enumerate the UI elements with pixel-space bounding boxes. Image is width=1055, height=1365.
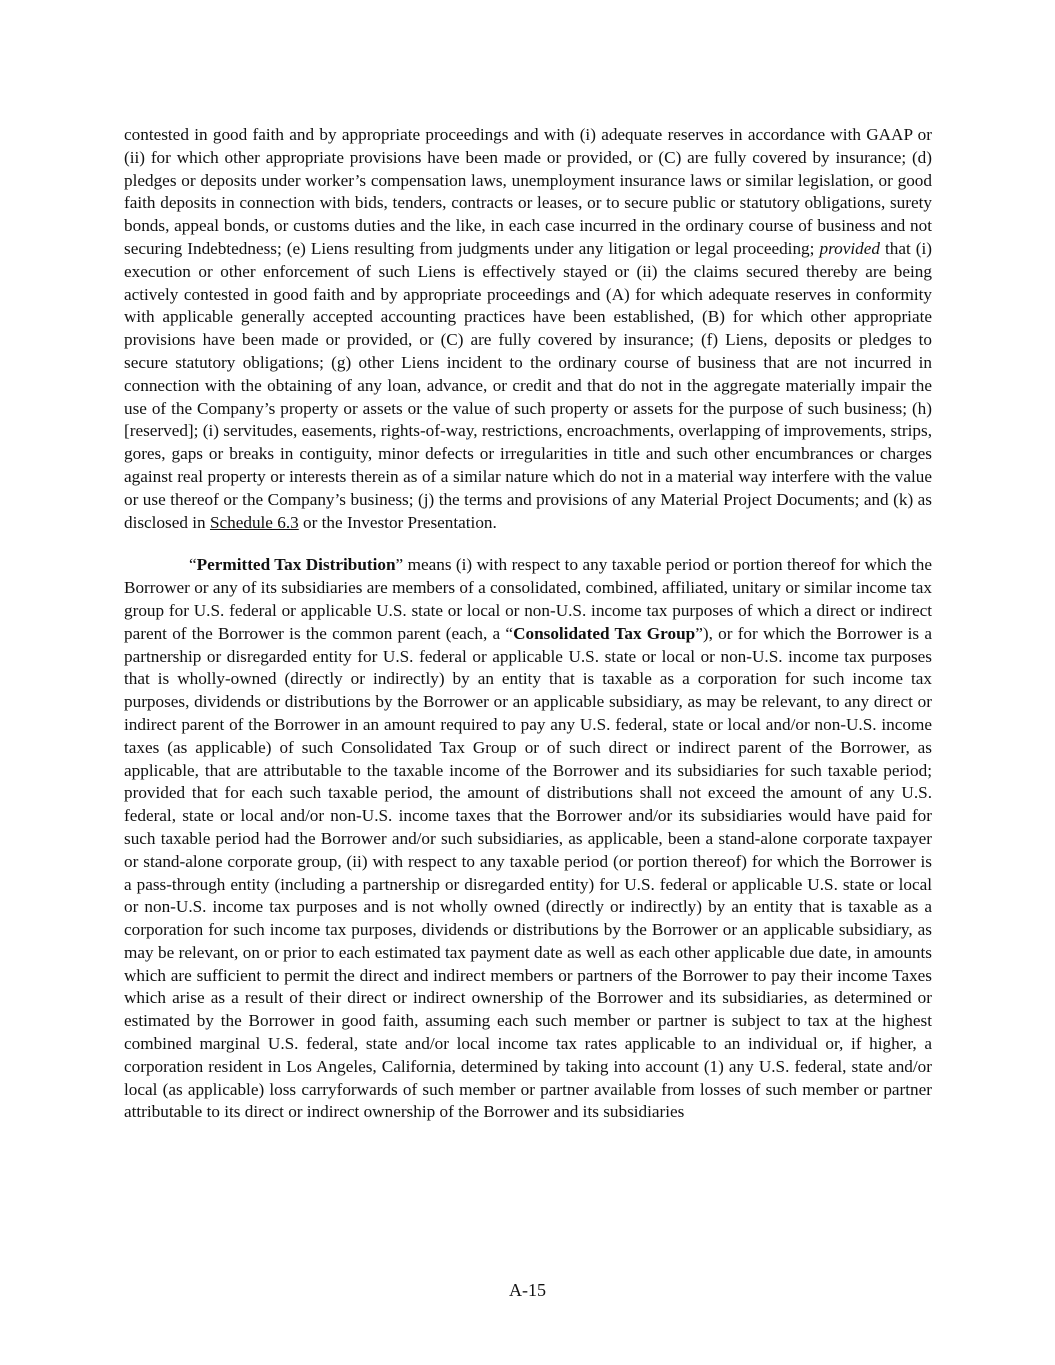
defined-term-consolidated-tax-group: Consolidated Tax Group [513, 623, 696, 643]
provided-italic: provided [819, 238, 880, 258]
paragraph1-text-b: that (i) execution or other enforcement of such Liens is effectively stayed or (ii) the claims secured thereby are being actively contested in good faith and by appropriate proceedings and (A) for which adequate reserves in conformity with applicable generally accepted accounting practices have been established, (B) for which other appropriate provisions have been made or provided, or (C) are fully covered by insurance; (f) Liens, deposits or pledges to secure statutory obligations; (g) other Liens incident to the ordinary course of business that are not incurred in connection with the obtaining of any loan, advance, or credit and that do not in the aggregate materially impair the use of the Company’s property or assets or the value of such property or assets for the purpose of such business; (h) [reserved]; (i) servitudes, easements, rights-of-way, restrictions, encroachments, overlapping of improvements, strips, gores, gaps or breaks in contiguity, minor defects or irregularities in title and such other encumbrances or charges against real property or interests therein as of a similar nature which do not in a material way interfere with the value or use thereof or the Company’s business; (j) the terms and provisions of any Material Project Documents; and (k) as disclosed in [124, 238, 932, 532]
paragraph-permitted-tax-distribution [124, 554, 932, 1124]
page-number: A-15 [509, 1280, 546, 1300]
open-quote: “ [189, 555, 197, 575]
paragraph2-text-b: ”), or for which the Borrower is a partnership or disregarded entity for U.S. federal or applicable U.S. state or local or non-U.S. income tax purposes that is wholly-owned (directly or indirectly) by an entity that is taxable as a corporation for such income tax purposes, dividends or distributions by the Borrower or an applicable subsidiary, as may be relevant, to any direct or indirect parent of the Borrower in an amount required to pay any U.S. federal, state or local and/or non-U.S. income taxes (as applicable) of such Consolidated Tax Group or of such direct or indirect parent of the Borrower, as applicable, that are attributable to the taxable income of the Borrower and its subsidiaries for such taxable period; provided that for each such taxable period, the amount of distributions shall not exceed the amount of any U.S. federal, state or local and/or non-U.S. income taxes that the Borrower and/or its subsidiaries would have paid for such taxable period had the Borrower and/or such subsidiaries, as applicable, been a stand-alone corporate taxpayer or stand-alone corporate group, (ii) with respect to any taxable period (or portion thereof) for which the Borrower is a pass-through entity (including a partnership or disregarded entity) for U.S. federal or applicable U.S. state or local or non-U.S. income tax purposes and is not wholly owned (directly or indirectly) by an entity that is taxable as a corporation for such income tax purposes, dividends or distributions by the Borrower or an applicable subsidiary, as may be relevant, on or prior to each estimated tax payment date as well as each other applicable due date, in amounts which are sufficient to permit the direct and indirect members or partners of the Borrower to pay their income Taxes which arise as a result of their direct or indirect ownership of the Borrower and its subsidiaries, as determined or estimated by the Borrower in good faith, assuming each such member or partner is subject to tax at the highest combined marginal U.S. federal, state and/or local income tax rates applicable to an individual or, if higher, a corporation resident in Los Angeles, California, determined by taking into account (1) any U.S. federal, state and/or local (as applicable) loss carryforwards of such member or partner available from losses of such member or partner attributable to its direct or indirect ownership of the Borrower and its subsidiaries [124, 623, 933, 1122]
paragraph1-text-c: or the Investor Presentation. [298, 512, 497, 532]
paragraph-liens-continued [124, 124, 932, 534]
document-page [124, 124, 932, 1124]
paragraph1-text-a: contested in good faith and by appropriate proceedings and with (i) adequate reserves in accordance with GAAP or (ii) for which other appropriate provisions have been made or provided, or (C) are fully covered by insurance; (d) pledges or deposits under worker’s compensation laws, unemployment insurance laws or similar legislation, or good faith deposits in connection with bids, tenders, contracts or leases, or to secure public or statutory obligations, surety bonds, appeal bonds, or customs duties and the like, in each case incurred in the ordinary course of business and not securing Indebtedness; (e) Liens resulting from judgments under any litigation or legal proceeding; [124, 125, 932, 258]
paragraph2-text-a: ” means (i) with respect to any taxable period or portion thereof for which the Borrower or any of its subsidiaries are members of a consolidated, combined, affiliated, unitary or similar income tax group for U.S. federal or applicable U.S. state or local or non-U.S. income tax purposes of which a direct or indirect parent of the Borrower is the common parent (each, a “ [124, 555, 932, 643]
defined-term-permitted-tax-distribution: Permitted Tax Distribution [196, 555, 396, 575]
schedule-reference: Schedule 6.3 [209, 512, 299, 532]
